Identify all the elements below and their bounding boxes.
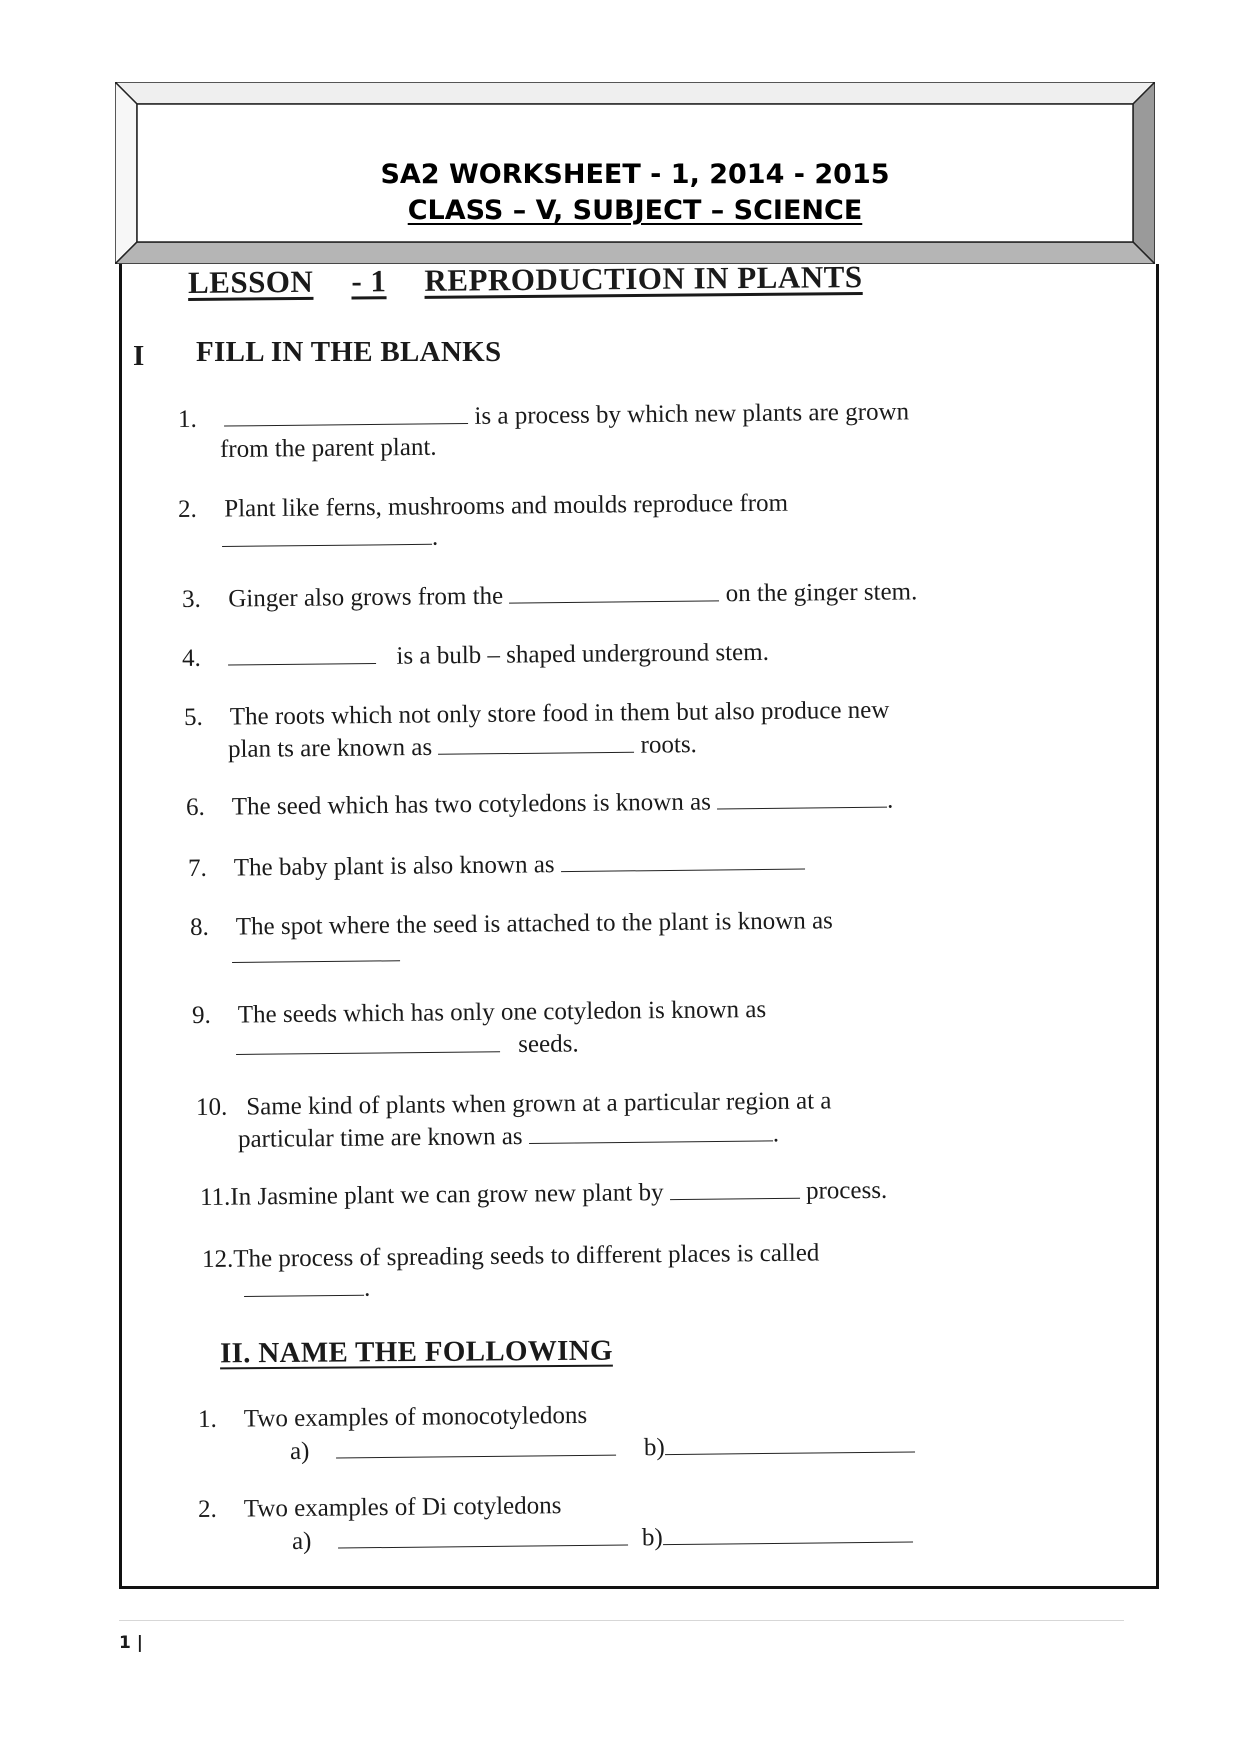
- answer-blank[interactable]: [236, 1031, 500, 1055]
- section-1-title: FILL IN THE BLANKS: [196, 336, 502, 368]
- question-6: 6. The seed which has two cotyledons is known as .: [185, 786, 894, 821]
- question-2-continued: .: [222, 522, 439, 556]
- answer-blank[interactable]: [717, 787, 887, 810]
- name-item-1-answers: a) b): [290, 1429, 915, 1468]
- answer-blank[interactable]: [670, 1178, 800, 1200]
- name-item-2: 2. Two examples of Di cotyledons: [197, 1492, 562, 1523]
- answer-blank[interactable]: [232, 940, 400, 963]
- lesson-number: - 1: [351, 263, 387, 299]
- lesson-title: [188, 259, 863, 301]
- answer-blank[interactable]: [509, 580, 719, 603]
- question-2: 2. Plant like ferns, mushrooms and moulds reproduce from: [177, 489, 789, 523]
- question-8-continued: [232, 938, 400, 972]
- question-9: 9. The seeds which has only one cotyledon is known as: [191, 995, 767, 1029]
- section-1-numeral: I: [133, 340, 145, 372]
- answer-blank-a[interactable]: [336, 1435, 616, 1459]
- class-subject-line: CLASS – V, SUBJECT – SCIENCE: [407, 195, 863, 226]
- question-4: 4. is a bulb – shaped underground stem.: [181, 638, 770, 672]
- question-10-continued: particular time are known as .: [237, 1120, 780, 1153]
- question-12: 12.The process of spreading seeds to different places is called: [201, 1239, 820, 1273]
- name-item-1: 1. Two examples of monocotyledons: [197, 1401, 588, 1433]
- question-10: 10. Same kind of plants when grown at a particular region at a: [195, 1087, 832, 1121]
- answer-blank[interactable]: [244, 1275, 364, 1297]
- lesson-label: LESSON: [187, 263, 314, 300]
- question-5-continued: plan ts are known as roots.: [227, 731, 697, 763]
- question-3: 3. Ginger also grows from the on the ginger stem.: [181, 578, 918, 613]
- answer-blank[interactable]: [224, 403, 468, 427]
- answer-blank[interactable]: [228, 643, 376, 666]
- answer-blank-b[interactable]: [665, 1431, 915, 1455]
- answer-blank[interactable]: [438, 732, 634, 755]
- section-2-title: II. NAME THE FOLLOWING: [219, 1334, 613, 1370]
- footer-divider: [119, 1620, 1124, 1621]
- answer-blank[interactable]: [561, 849, 805, 873]
- question-11: 11.In Jasmine plant we can grow new plant by process.: [199, 1176, 888, 1211]
- answer-blank-b[interactable]: [663, 1522, 913, 1546]
- question-12-continued: .: [244, 1273, 371, 1306]
- answer-blank-a[interactable]: [338, 1524, 628, 1548]
- answer-blank[interactable]: [529, 1120, 773, 1144]
- question-1: 1. is a process by which new plants are grown: [177, 398, 910, 433]
- question-9-continued: seeds.: [236, 1028, 579, 1064]
- question-8: 8. The spot where the seed is attached to the plant is known as: [189, 907, 833, 941]
- answer-blank[interactable]: [222, 524, 432, 547]
- name-item-2-answers: a) b): [292, 1520, 913, 1558]
- page-number: 1 |: [119, 1633, 143, 1653]
- lesson-name: REPRODUCTION IN PLANTS: [424, 259, 863, 298]
- question-5: 5. The roots which not only store food in them but also produce new: [183, 696, 890, 731]
- question-7: 7. The baby plant is also known as: [188, 847, 805, 885]
- worksheet-title: SA2 WORKSHEET - 1, 2014 - 2015: [380, 159, 890, 190]
- worksheet-header: [115, 82, 1155, 264]
- question-1-continued: from the parent plant.: [219, 433, 437, 463]
